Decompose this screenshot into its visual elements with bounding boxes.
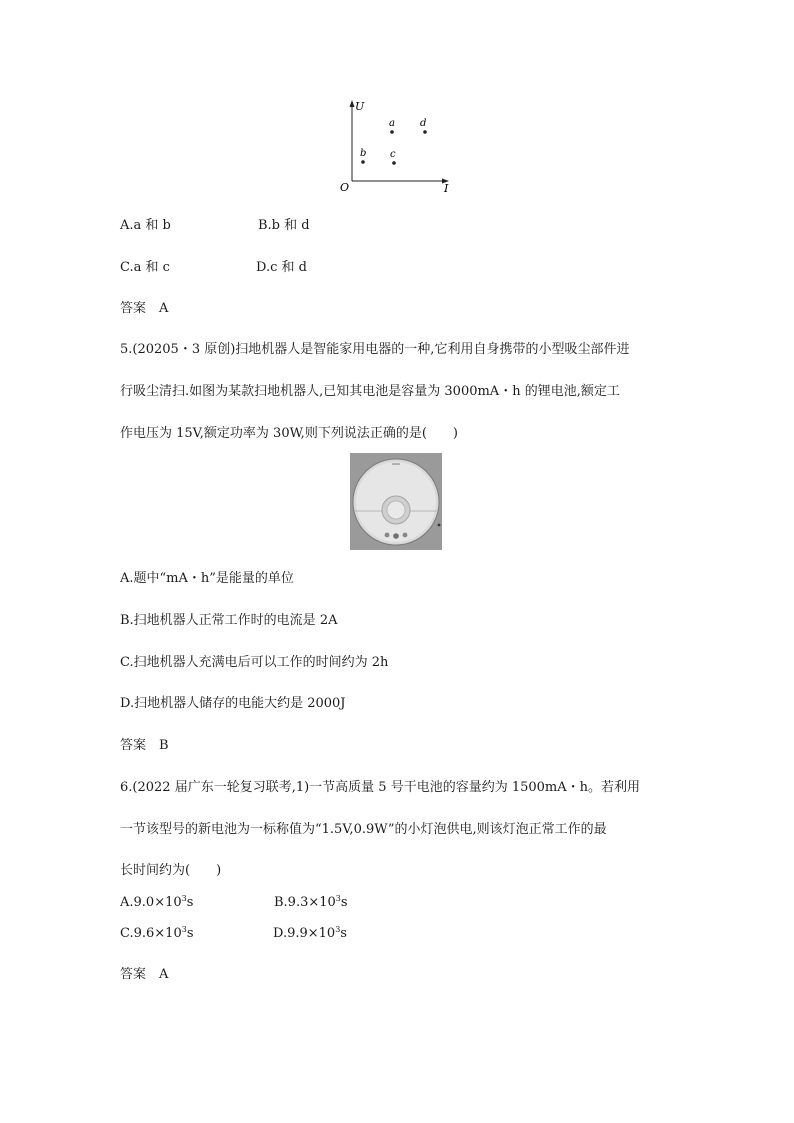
- q6-option-c-base: C.9.6×10: [120, 926, 182, 941]
- q5-stem-line-2: 行吸尘清扫.如图为某款扫地机器人,已知其电池是容量为 3000mA・h 的锂电池,额定工: [120, 384, 620, 399]
- q5-option-c: C.扫地机器人充满电后可以工作的时间约为 2h: [120, 655, 389, 670]
- u-axis-arrow: [350, 100, 355, 107]
- q6-option-b-unit: s: [340, 895, 348, 910]
- robot-vacuum-image: [350, 453, 442, 550]
- point-d: [423, 130, 427, 134]
- u-i-graph-svg: [334, 96, 464, 196]
- q6-answer: 答案 A: [120, 967, 169, 982]
- q4-option-c: C.a 和 c: [120, 260, 170, 275]
- u-axis-label: U: [355, 100, 365, 113]
- q4-option-a: A.a 和 b: [120, 218, 171, 233]
- u-i-graph: [334, 96, 464, 196]
- q5-stem-line-1: 5.(20205・3 原创)扫地机器人是智能家用电器的一种,它利用自身携带的小型吸尘部件进: [120, 342, 630, 357]
- q6-option-b: [274, 895, 348, 910]
- q5-option-a: A.题中“mA・h”是能量的单位: [120, 571, 294, 586]
- q5-answer: 答案 B: [120, 738, 169, 753]
- q5-stem-line-3: 作电压为 15V,额定功率为 30W,则下列说法正确的是( ): [120, 426, 458, 441]
- point-c-label: c: [390, 149, 396, 160]
- q6-option-a-unit: s: [186, 895, 194, 910]
- point-b-label: b: [360, 148, 367, 159]
- q6-option-d: [273, 926, 347, 941]
- q6-option-a-base: A.9.0×10: [120, 895, 182, 910]
- point-d-label: d: [420, 118, 427, 129]
- q6-stem-line-3: 长时间约为( ): [120, 863, 222, 878]
- q5-option-b: B.扫地机器人正常工作时的电流是 2A: [120, 613, 338, 628]
- q6-option-d-base: D.9.9×10: [273, 926, 336, 941]
- point-b: [361, 160, 365, 164]
- q6-option-c: [120, 926, 194, 941]
- q6-option-c-unit: s: [186, 926, 194, 941]
- q6-stem-line-1: 6.(2022 届广东一轮复习联考,1)一节高质量 5 号干电池的容量约为 1500mA・h。若利用: [120, 780, 641, 795]
- q6-option-c-exp: 3: [181, 925, 187, 934]
- q6-option-a-exp: 3: [181, 894, 187, 903]
- point-a-label: a: [389, 118, 395, 129]
- i-axis-label: I: [444, 182, 449, 195]
- q5-option-d: D.扫地机器人储存的电能大约是 2000J: [120, 696, 346, 711]
- q6-stem-line-2: 一节该型号的新电池为一标称值为“1.5V,0.9W”的小灯泡供电,则该灯泡正常工作的最: [120, 822, 607, 837]
- q4-answer: 答案 A: [120, 301, 169, 316]
- robot-vacuum-svg: [350, 453, 442, 550]
- q4-option-b: B.b 和 d: [258, 218, 310, 233]
- origin-label: O: [340, 181, 350, 194]
- q6-option-b-base: B.9.3×10: [274, 895, 336, 910]
- point-a: [390, 130, 394, 134]
- q6-option-a: [120, 895, 193, 910]
- q6-option-b-exp: 3: [335, 894, 341, 903]
- q6-option-d-unit: s: [340, 926, 347, 941]
- q4-option-d: D.c 和 d: [256, 260, 307, 275]
- q6-option-d-exp: 3: [335, 925, 341, 934]
- point-c: [392, 161, 396, 165]
